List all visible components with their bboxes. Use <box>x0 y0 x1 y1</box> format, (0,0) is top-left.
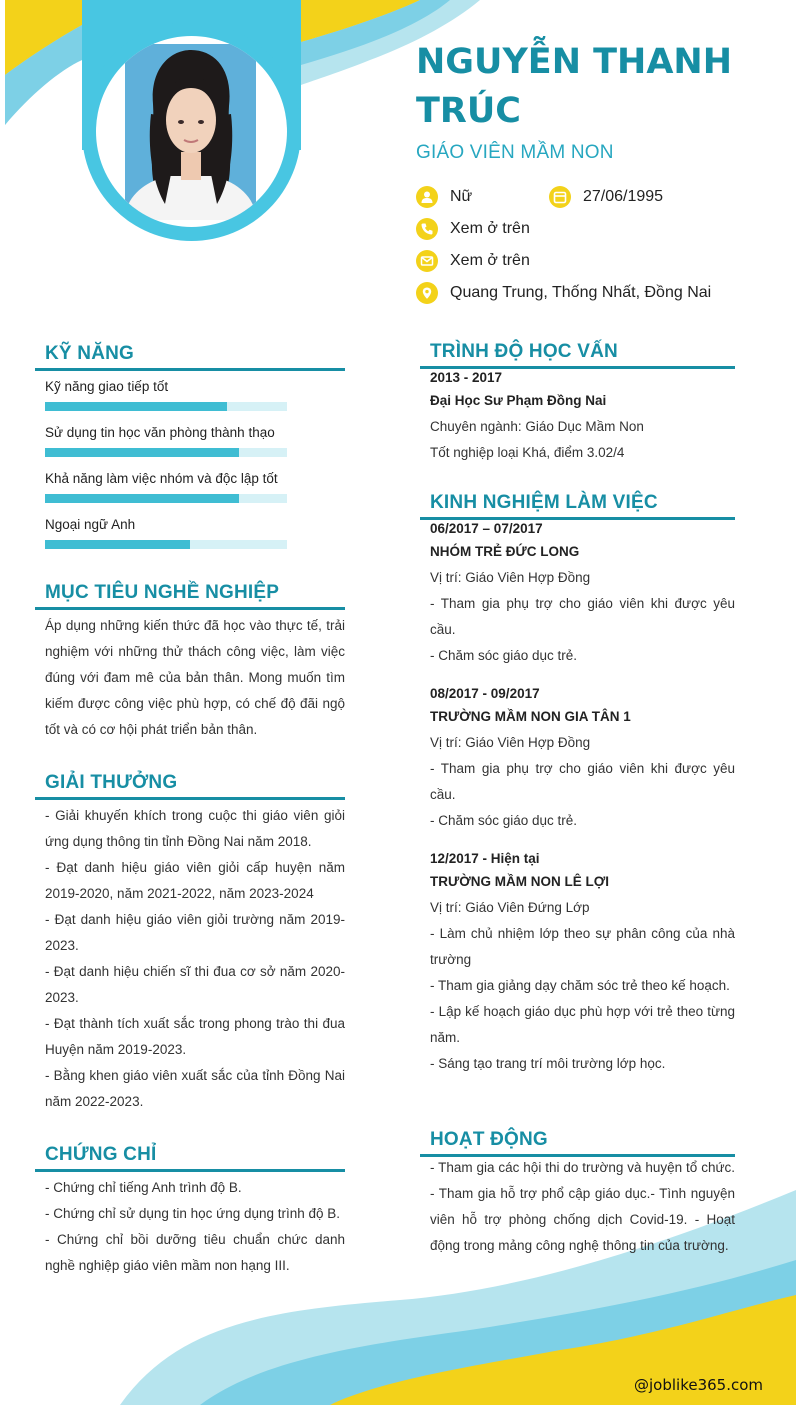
awards-heading: GIẢI THƯỞNG <box>35 763 345 800</box>
info-phone <box>416 218 530 240</box>
gender-text: Nữ <box>450 188 473 205</box>
skill-bar <box>45 448 287 457</box>
info-gender <box>416 186 472 208</box>
phone-text: Xem ở trên <box>450 220 530 237</box>
job-title: GIÁO VIÊN MẦM NON <box>416 142 614 163</box>
skill-bar <box>45 494 287 503</box>
email-text: Xem ở trên <box>450 252 530 269</box>
info-address <box>416 282 711 304</box>
footer-handle: @joblike365.com <box>634 1376 764 1394</box>
experience-heading: KINH NGHIỆM LÀM VIỆC <box>420 483 735 520</box>
awards-list <box>45 803 345 1115</box>
calendar-icon <box>549 186 571 208</box>
education-heading: TRÌNH ĐỘ HỌC VẤN <box>420 332 735 369</box>
phone-icon <box>416 218 438 240</box>
certificate-item: - Chứng chỉ bồi dưỡng tiêu chuẩn chức danh nghề nghiệp giáo viên mầm non hạng III. <box>45 1232 345 1273</box>
award-item: - Giải khuyến khích trong cuộc thi giáo viên giỏi ứng dụng thông tin tỉnh Đồng Nai năm 2018. <box>45 808 345 849</box>
award-item: - Đạt danh hiệu giáo viên giỏi cấp huyện năm 2019-2020, năm 2021-2022, năm 2023-2024 <box>45 860 345 901</box>
activities-heading: HOẠT ĐỘNG <box>420 1120 735 1157</box>
skill-item: Sử dụng tin học văn phòng thành thạo <box>45 424 287 457</box>
award-item: - Bằng khen giáo viên xuất sắc của tỉnh Đồng Nai năm 2022-2023. <box>45 1068 345 1109</box>
objective-heading: MỤC TIÊU NGHỀ NGHIỆP <box>35 573 345 610</box>
user-icon <box>416 186 438 208</box>
skill-item: Ngoại ngữ Anh <box>45 516 287 549</box>
skill-bar <box>45 402 287 411</box>
skills-heading: KỸ NĂNG <box>35 334 345 371</box>
education-entry: 2013 - 2017 Đại Học Sư Phạm Đồng Nai Chuyên ngành: Giáo Dục Mầm Non Tốt nghiệp loại Khá, điểm 3.02/4 <box>430 370 644 460</box>
portrait-illustration <box>125 44 256 220</box>
experience-entry: 08/2017 - 09/2017 TRƯỜNG MẦM NON GIA TÂN 1 Vị trí: Giáo Viên Hợp Đồng - Tham gia phụ trợ cho giáo viên khi được yêu cầu. - Chăm sóc giáo dục trẻ. <box>430 686 735 828</box>
skill-item: Kỹ năng giao tiếp tốt <box>45 378 287 411</box>
experience-entry: 12/2017 - Hiện tại TRƯỜNG MẦM NON LÊ LỢI Vị trí: Giáo Viên Đứng Lớp - Làm chủ nhiệm lớp theo sự phân công của nhà trường - Tham gia giảng dạy chăm sóc trẻ theo kế hoạch. - Lập kế hoạch giáo dục phù hợp với trẻ theo từng năm. - Sáng tạo trang trí môi trường lớp học. <box>430 851 735 1071</box>
experience-entry: 06/2017 – 07/2017 NHÓM TRẺ ĐỨC LONG Vị trí: Giáo Viên Hợp Đồng - Tham gia phụ trợ cho giáo viên khi được yêu cầu. - Chăm sóc giáo dục trẻ. <box>430 521 735 663</box>
envelope-icon <box>416 250 438 272</box>
activities-text: - Tham gia các hội thi do trường và huyện tổ chức. - Tham gia hỗ trợ phổ cập giáo dục.- Tình nguyện viên hỗ trợ phòng chống dịch Covid-19. - Hoạt động trong mảng công nghệ thông tin của trường. <box>430 1160 735 1253</box>
certificates-heading: CHỨNG CHỈ <box>35 1135 345 1172</box>
skill-bar <box>45 540 287 549</box>
birthday-text: 27/06/1995 <box>583 188 664 205</box>
candidate-name: NGUYỄN THANH TRÚC <box>416 42 733 131</box>
location-pin-icon <box>416 282 438 304</box>
award-item: - Đạt danh hiệu giáo viên giỏi trường năm 2019-2023. <box>45 912 345 953</box>
certificate-item: - Chứng chỉ sử dụng tin học ứng dụng trình độ B. <box>45 1206 341 1221</box>
avatar <box>96 36 287 227</box>
skill-item: Khả năng làm việc nhóm và độc lập tốt <box>45 470 287 503</box>
award-item: - Đạt thành tích xuất sắc trong phong trào thi đua Huyện năm 2019-2023. <box>45 1016 345 1057</box>
address-text: Quang Trung, Thống Nhất, Đồng Nai <box>450 284 712 301</box>
certificate-item: - Chứng chỉ tiếng Anh trình độ B. <box>45 1180 242 1195</box>
info-birthday <box>549 186 663 208</box>
certificates-list <box>45 1175 345 1279</box>
award-item: - Đạt danh hiệu chiến sĩ thi đua cơ sở năm 2020-2023. <box>45 964 345 1005</box>
objective-text: Áp dụng những kiến thức đã học vào thực tế, trải nghiệm với những thử thách công việc, làm việc đúng với đam mê của bản thân. Mong muốn tìm kiếm được công việc phù hợp, có chế độ đãi ngộ tốt và có cơ hội phát triển bản thân. <box>45 618 345 737</box>
info-email <box>416 250 530 272</box>
